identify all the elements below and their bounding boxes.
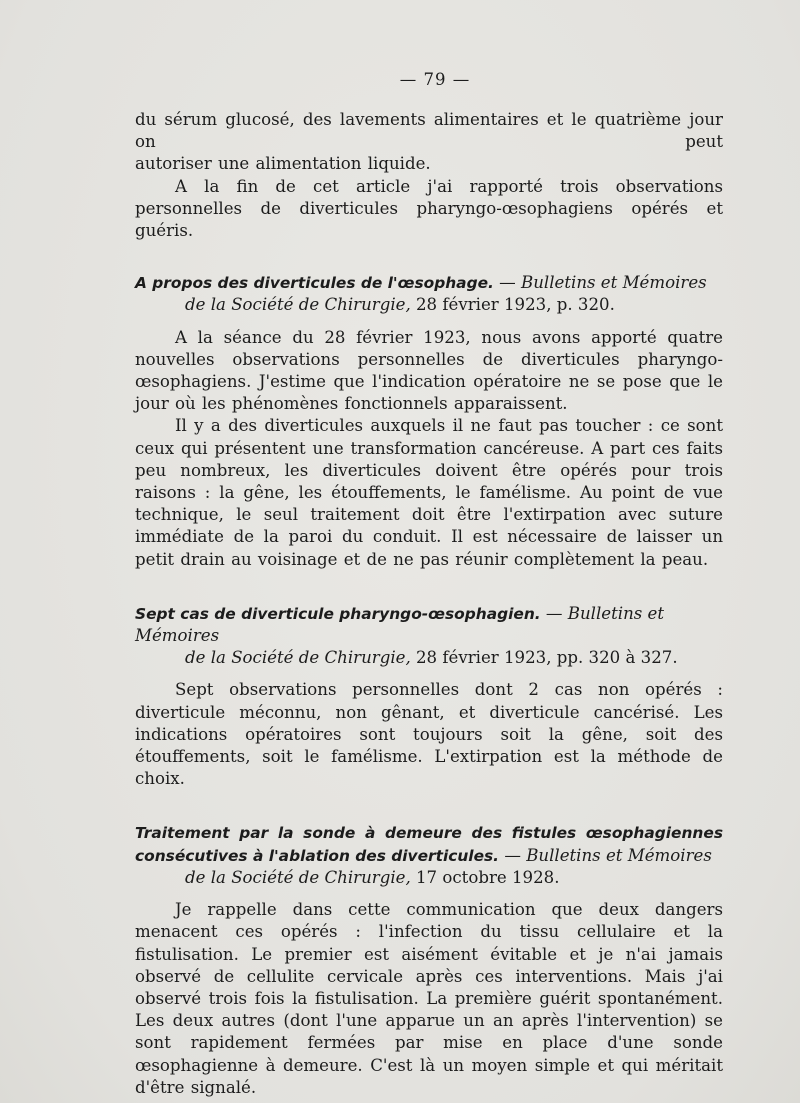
section-1 [135, 272, 723, 571]
section-3-source-line-2: de la Société de Chirurgie, [185, 867, 411, 887]
page-number: — 79 — [399, 70, 471, 89]
section-3 [135, 822, 723, 1098]
section-2-source-line-2: de la Société de Chirurgie, [185, 648, 411, 668]
section-1-paragraph-1: A la séance du 28 février 1923, nous avons apporté quatre nouvelles observations personnelles de diverticules pharyngo-œsophagiens. J'estime que l'indication opératoire ne se pose que le jour où les phénomènes fonctionnels apparaissent. [135, 327, 723, 414]
section-1-title: A propos des diverticules de l'œsophage. [135, 274, 494, 293]
intro-paragraph-1 [135, 109, 723, 176]
section-3-paragraph-1: Je rappelle dans cette communication que deux dangers menacent ces opérés : l'infection du tissu cellulaire et la fistulisation. Le premier est aisément évitable et je n'ai jamais observé de cellulite cervicale après ces interventions. Mais j'ai observé trois fois la fistulisation. La première guérit spontanément. Les deux autres (dont l'une apparue un an après l'intervention) se sont rapidement fermées par mise en place d'une sonde œsophagienne à demeure. C'est là un moyen simple et qui méritait d'être signalé. [135, 900, 723, 1097]
section-3-title: Traitement par la sonde à demeure des fistules œsophagiennes consécutives à l'ablation des diverticules. [135, 824, 723, 865]
section-1-dash: — [493, 273, 522, 293]
section-1-date: 28 février 1923, p. 320. [410, 295, 615, 315]
section-2-title: Sept cas de diverticule pharyngo-œsophagien. [135, 604, 541, 623]
intro-line-1: du sérum glucosé, des lavements alimentaires et le quatrième jour on peut [135, 110, 723, 152]
section-3-dash: — [499, 845, 527, 865]
intro-paragraph-2: A la fin de cet article j'ai rapporté trois observations personnelles de diverticules pharyngo-œsophagiens opérés et guéris. [135, 176, 723, 241]
section-2-date: 28 février 1923, pp. 320 à 327. [410, 648, 678, 668]
section-1-paragraph-2: Il y a des diverticules auxquels il ne faut pas toucher : ce sont ceux qui présentent une transformation cancéreuse. A part ces faits peu nombreux, les diverticules doivent être opérés pour trois raisons : la gêne, les étouffements, le famélisme. Au point de vue technique, le seul traitement doit être l'extirpation avec suture immédiate de la paroi du conduit. Il est nécessaire de laisser un petit drain au voisinage et de ne pas réunir complètement la peau. [135, 416, 723, 569]
section-3-date: 17 octobre 1928. [410, 867, 560, 887]
section-1-source-line-1: Bulletins et Mémoires [521, 273, 707, 293]
section-2-entry [135, 603, 723, 670]
section-1-entry [135, 272, 723, 316]
section-2 [135, 603, 723, 791]
section-3-entry [135, 822, 723, 889]
section-2-paragraph-1: Sept observations personnelles dont 2 cas non opérés : diverticule méconnu, non gênant, et diverticule cancérisé. Les indications opératoires sont toujours soit la gêne, soit des étouffements, soit le famélisme. L'extirpation est la méthode de choix. [135, 680, 723, 789]
section-2-dash: — [540, 603, 568, 623]
section-3-source-line-1: Bulletins et Mémoires [526, 845, 712, 865]
section-1-source-line-2: de la Société de Chirurgie, [185, 295, 411, 315]
section-2-source-line-1: Bulletins et Mémoires [135, 603, 665, 646]
intro-line-2: autoriser une alimentation liquide. [135, 154, 431, 174]
